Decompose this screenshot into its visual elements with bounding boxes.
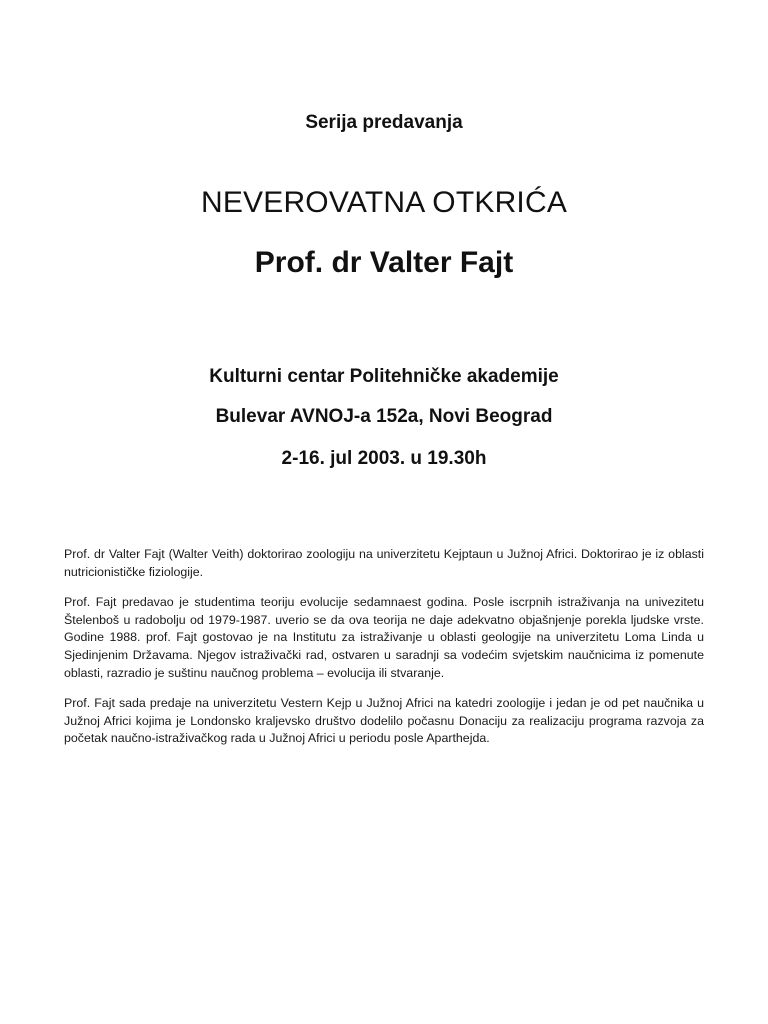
event-date: 2-16. jul 2003. u 19.30h <box>281 448 487 469</box>
speaker-name: Prof. dr Valter Fajt <box>254 246 514 279</box>
lecture-title: NEVEROVATNA OTKRIĆA <box>200 186 568 219</box>
venue-name: Kulturni centar Politehničke akademije <box>209 366 559 387</box>
paragraph: Prof. dr Valter Fajt (Walter Veith) doktorirao zoologiju na univerzitetu Kejptaun u Južnoj Africi. Doktorirao je iz oblasti nutricionističke fiziologije. <box>64 547 704 579</box>
biography-text <box>64 546 704 761</box>
paragraph: Prof. Fajt predavao je studentima teoriju evolucije sedamnaest godina. Posle iscrpnih istraživanja na univezitetu Štelenboš u radobolju od 1979-1987. uverio se da ova teorija ne daje adekvatno objašnjenje porekla ljudske vrste. Godine 1988. prof. Fajt gostovao je na Institutu za istraživanje u oblasti geologije na univerzitetu Loma Linda u Sjedinjenim Državama. Njegov istraživački rad, ostvaren u saradnji sa vodećim svjetskim naučnicima iz pomenute oblasti, razradio je suštinu naučnog problema – evolucija ili stvaranje. <box>64 595 704 680</box>
venue-address: Bulevar AVNOJ-a 152a, Novi Beograd <box>215 406 553 427</box>
paragraph: Prof. Fajt sada predaje na univerzitetu Vestern Kejp u Južnoj Africi na katedri zoologije i jedan je od pet naučnika u Južnoj Africi kojima je Londonsko kraljevsko društvo dodelilo počasnu Donaciju za realizaciju programa razvoja za početak naučno-istraživačkog rada u Južnoj Africi u periodu posle Aparthejda. <box>64 696 704 746</box>
series-heading: Serija predavanja <box>305 112 463 133</box>
